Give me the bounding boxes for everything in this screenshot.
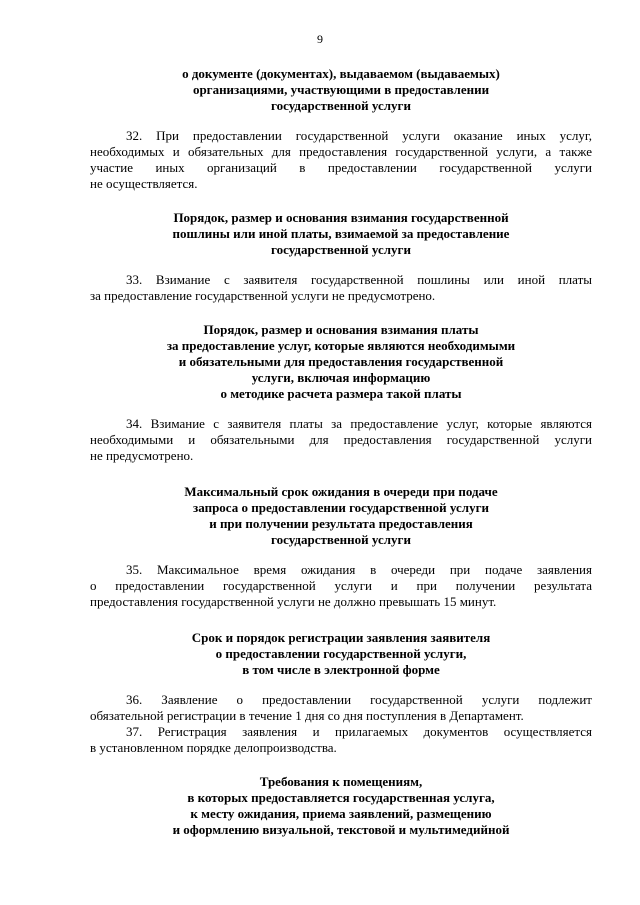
paragraph-36-37 <box>90 692 592 756</box>
section-heading <box>90 484 592 548</box>
heading-line: Срок и порядок регистрации заявления заявителя <box>191 630 491 645</box>
heading-line: запроса о предоставлении государственной услуги <box>193 500 489 515</box>
heading-line: и обязательными для предоставления государственной <box>178 354 504 369</box>
heading-line: организациями, участвующими в предоставлении <box>192 82 490 97</box>
heading-line: о предоставлении государственной услуги, <box>215 646 467 661</box>
heading-line: за предоставление услуг, которые являются необходимыми <box>166 338 516 353</box>
para-line: необходимых и обязательных для предоставления государственной услуги, а также <box>90 144 592 159</box>
heading-line: Требования к помещениям, <box>259 774 423 789</box>
section-heading <box>90 322 592 402</box>
para-line: 35. Максимальное время ожидания в очереди при подаче заявления <box>126 562 592 577</box>
heading-line: и оформлению визуальной, текстовой и мультимедийной <box>172 822 510 837</box>
para-line: за предоставление государственной услуги не предусмотрено. <box>90 288 436 303</box>
heading-line: пошлины или иной платы, взимаемой за предоставление <box>172 226 510 241</box>
heading-line: государственной услуги <box>271 532 411 547</box>
heading-line: и при получении результата предоставления <box>209 516 473 531</box>
heading-line: услуги, включая информацию <box>251 370 431 385</box>
heading-line: государственной услуги <box>271 242 411 257</box>
section-heading <box>90 774 592 838</box>
paragraph-32 <box>90 128 592 192</box>
para-line: 32. При предоставлении государственной услуги оказание иных услуг, <box>126 128 592 143</box>
para-line: 33. Взимание с заявителя государственной пошлины или иной платы <box>126 272 592 287</box>
heading-line: Порядок, размер и основания взимания платы <box>203 322 479 337</box>
paragraph-33 <box>90 272 592 304</box>
heading-line: Порядок, размер и основания взимания государственной <box>173 210 509 225</box>
heading-line: о документе (документах), выдаваемом (выдаваемых) <box>182 66 500 81</box>
para-line: не предусмотрено. <box>90 448 194 463</box>
heading-line: Максимальный срок ожидания в очереди при подаче <box>184 484 498 499</box>
para-line: 34. Взимание с заявителя платы за предоставление услуг, которые являются <box>126 416 592 431</box>
section-heading <box>90 210 592 258</box>
para-line: предоставления государственной услуги не должно превышать 15 минут. <box>90 594 497 609</box>
heading-line: в которых предоставляется государственная услуга, <box>187 790 495 805</box>
heading-line: к месту ожидания, приема заявлений, размещению <box>190 806 492 821</box>
heading-line: в том числе в электронной форме <box>242 662 440 677</box>
paragraph-34 <box>90 416 592 464</box>
para-line: обязательной регистрации в течение 1 дня со дня поступления в Департамент. <box>90 708 524 723</box>
heading-line: о методике расчета размера такой платы <box>220 386 462 401</box>
para-line: о предоставлении государственной услуги и при получении результата <box>90 578 592 593</box>
para-line: в установленном порядке делопроизводства. <box>90 740 337 755</box>
paragraph-35 <box>90 562 592 610</box>
para-line: не осуществляется. <box>90 176 198 191</box>
section-heading <box>90 66 592 114</box>
para-line: 37. Регистрация заявления и прилагаемых документов осуществляется <box>126 724 592 739</box>
section-heading <box>90 630 592 678</box>
para-line: участие иных организаций в предоставлении государственной услуги <box>90 160 592 175</box>
para-line: 36. Заявление о предоставлении государственной услуги подлежит <box>126 692 592 707</box>
page-number: 9 <box>317 32 323 46</box>
heading-line: государственной услуги <box>271 98 411 113</box>
para-line: необходимыми и обязательными для предоставления государственной услуги <box>90 432 592 447</box>
